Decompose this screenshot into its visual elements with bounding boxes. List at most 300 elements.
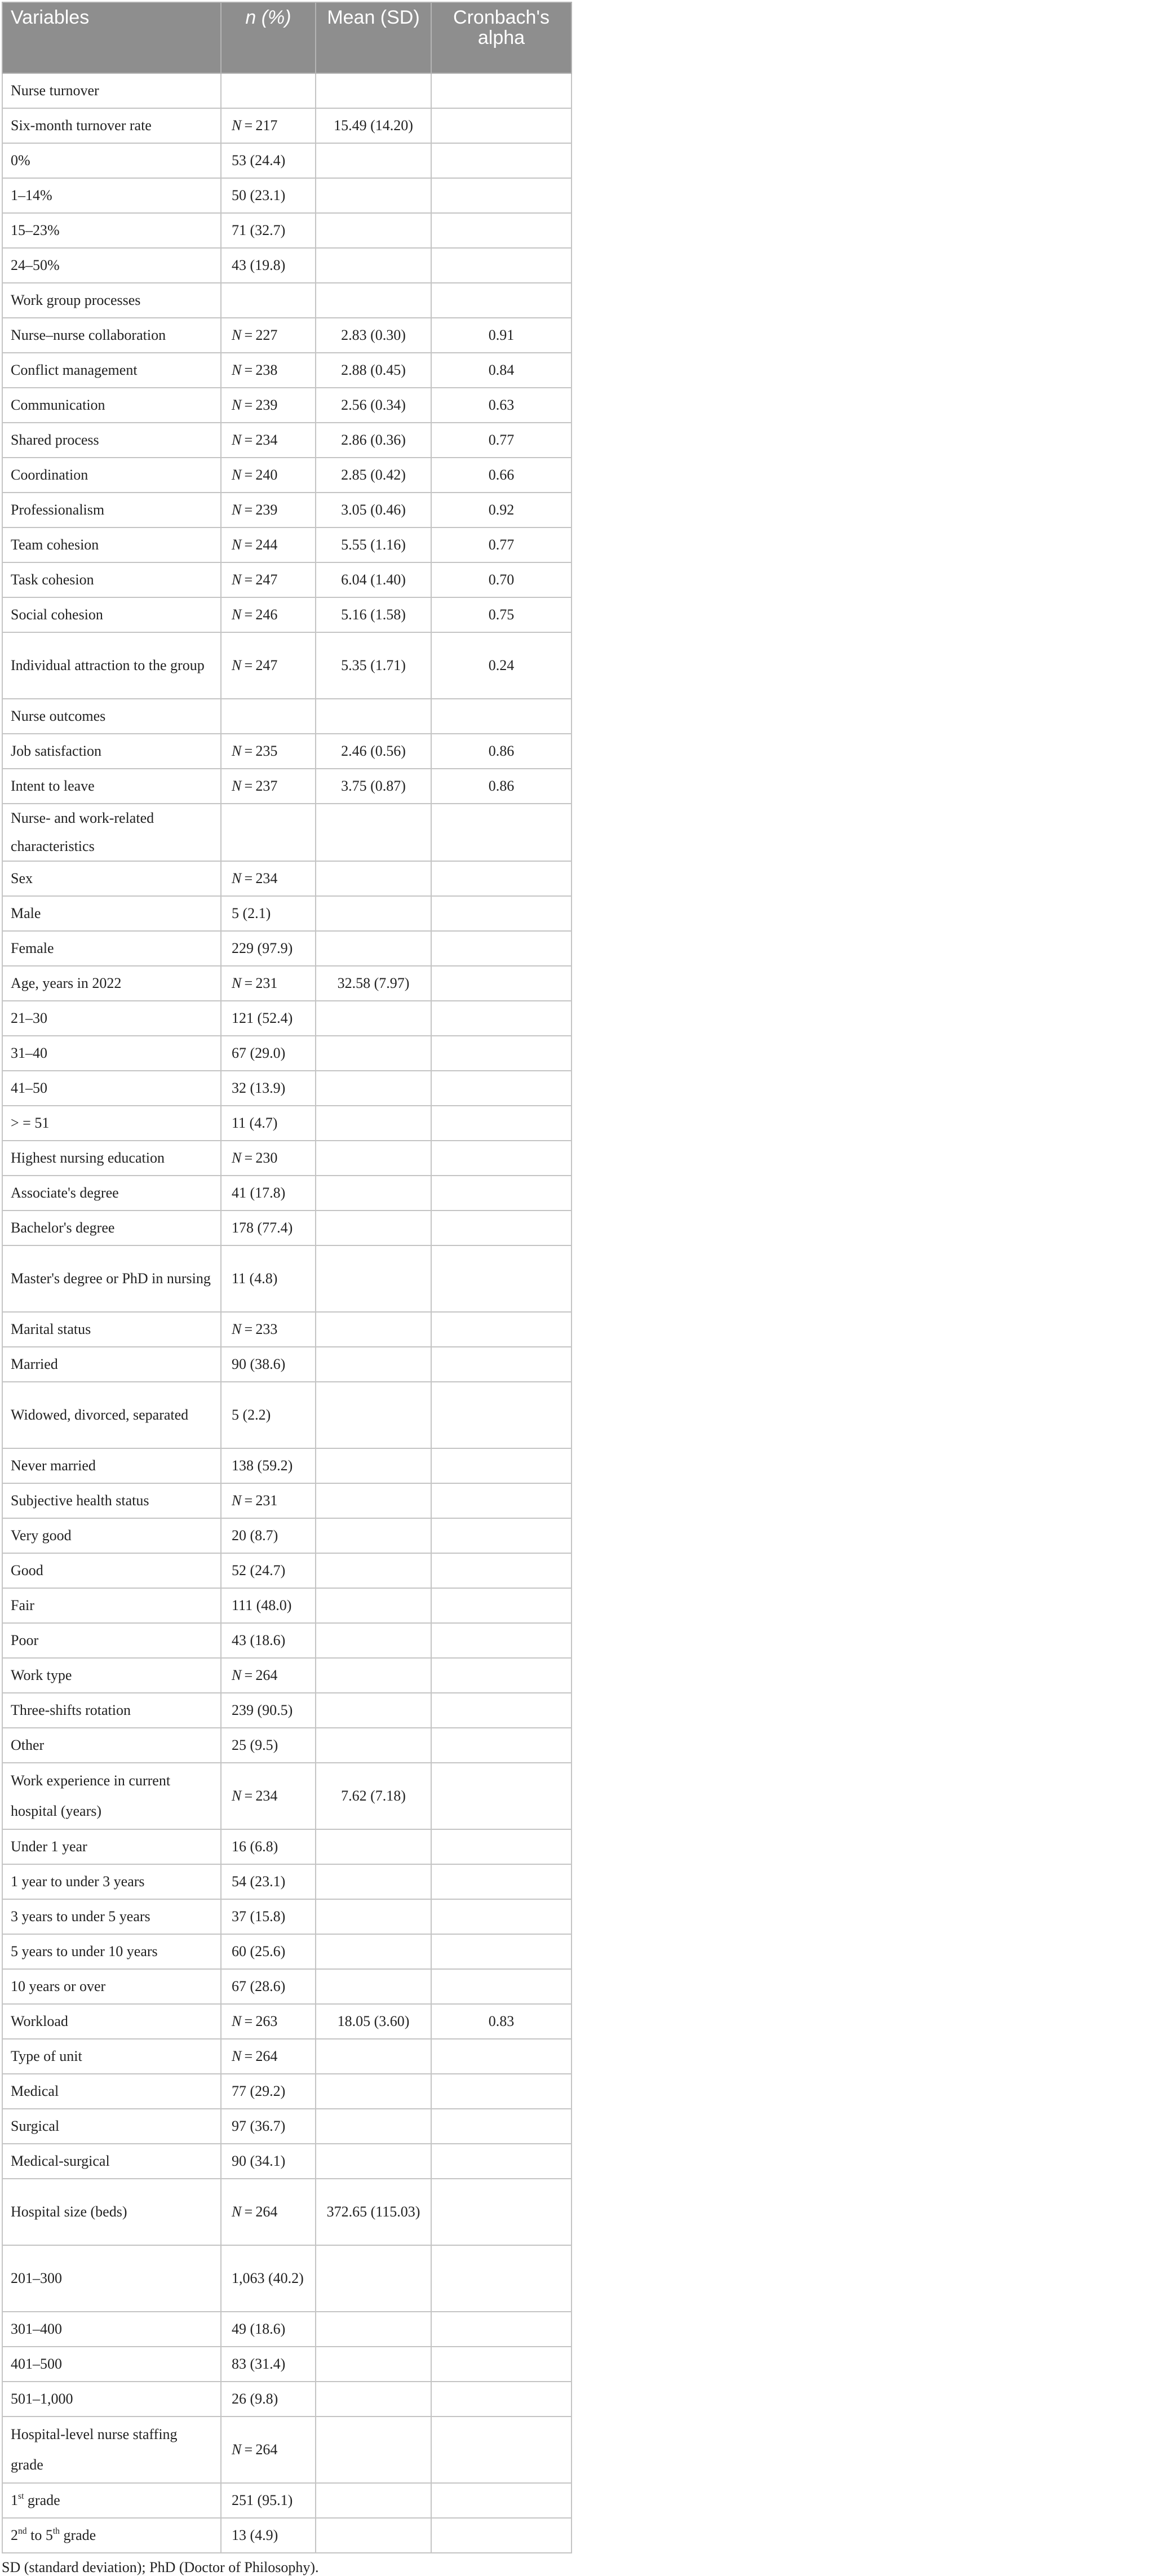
cronbach-alpha-cell: [431, 1899, 572, 1934]
table-row: [2, 861, 572, 896]
n-percent-cell: 60 (25.6): [221, 1934, 316, 1969]
mean-sd-cell: 5.55 (1.16): [316, 527, 431, 562]
cronbach-alpha-cell: 0.63: [431, 388, 572, 423]
n-percent-cell: N = 233: [221, 1312, 316, 1347]
n-percent-cell: N = 264: [221, 1658, 316, 1693]
variable-cell: 3 years to under 5 years: [2, 1899, 221, 1934]
table-row: [2, 1588, 572, 1623]
variable-cell: Individual attraction to the group: [2, 632, 221, 699]
cronbach-alpha-cell: [431, 143, 572, 178]
cronbach-alpha-cell: 0.24: [431, 632, 572, 699]
mean-sd-cell: 15.49 (14.20): [316, 108, 431, 143]
n-percent-cell: [221, 283, 316, 318]
mean-sd-cell: [316, 1899, 431, 1934]
mean-sd-cell: [316, 1553, 431, 1588]
n-percent-cell: 1,063 (40.2): [221, 2245, 316, 2312]
n-percent-cell: 5 (2.1): [221, 896, 316, 931]
mean-sd-cell: [316, 2074, 431, 2109]
cronbach-alpha-cell: [431, 1448, 572, 1483]
table-row: [2, 458, 572, 493]
n-percent-cell: N = 264: [221, 2039, 316, 2074]
table-row: [2, 318, 572, 353]
table-row: [2, 2417, 572, 2483]
n-percent-cell: N = 227: [221, 318, 316, 353]
mean-sd-cell: [316, 1934, 431, 1969]
header-variables: Variables: [2, 2, 221, 73]
cronbach-alpha-cell: [431, 896, 572, 931]
table-row: [2, 562, 572, 597]
variable-cell: Nurse turnover: [2, 73, 221, 108]
variable-cell: Medical: [2, 2074, 221, 2109]
mean-sd-cell: [316, 1245, 431, 1312]
n-percent-cell: 77 (29.2): [221, 2074, 316, 2109]
mean-sd-cell: 372.65 (115.03): [316, 2179, 431, 2245]
table-row: [2, 1001, 572, 1036]
table-footnote: SD (standard deviation); PhD (Doctor of Philosophy).: [2, 2559, 319, 2575]
mean-sd-cell: [316, 1071, 431, 1106]
cronbach-alpha-cell: [431, 861, 572, 896]
cronbach-alpha-cell: [431, 2245, 572, 2312]
n-percent-cell: N = 247: [221, 632, 316, 699]
mean-sd-cell: [316, 1969, 431, 2004]
table-row: [2, 734, 572, 769]
mean-sd-cell: [316, 248, 431, 283]
table-row: [2, 493, 572, 527]
cronbach-alpha-cell: [431, 2179, 572, 2245]
variable-cell: Shared process: [2, 423, 221, 458]
table-container: [2, 2, 572, 2576]
header-n-percent-text: n (%): [245, 7, 291, 28]
variable-cell: 5 years to under 10 years: [2, 1934, 221, 1969]
cronbach-alpha-cell: [431, 1588, 572, 1623]
mean-sd-cell: [316, 896, 431, 931]
cronbach-alpha-cell: [431, 1728, 572, 1763]
n-percent-cell: 16 (6.8): [221, 1829, 316, 1864]
n-percent-cell: N = 234: [221, 861, 316, 896]
cronbach-alpha-cell: [431, 1211, 572, 1245]
mean-sd-cell: 5.16 (1.58): [316, 597, 431, 632]
table-row: [2, 1071, 572, 1106]
cronbach-alpha-cell: 0.77: [431, 423, 572, 458]
cronbach-alpha-cell: [431, 699, 572, 734]
table-row: [2, 1763, 572, 1829]
table-row: [2, 2483, 572, 2518]
n-percent-cell: 229 (97.9): [221, 931, 316, 966]
mean-sd-cell: [316, 1518, 431, 1553]
variable-cell: Professionalism: [2, 493, 221, 527]
n-percent-cell: N = 238: [221, 353, 316, 388]
mean-sd-cell: [316, 283, 431, 318]
table-row: [2, 804, 572, 861]
variable-cell: Medical-surgical: [2, 2144, 221, 2179]
table-row: [2, 2144, 572, 2179]
n-percent-cell: 138 (59.2): [221, 1448, 316, 1483]
mean-sd-cell: [316, 1623, 431, 1658]
variable-cell: > = 51: [2, 1106, 221, 1141]
n-percent-cell: 5 (2.2): [221, 1382, 316, 1448]
n-percent-cell: 41 (17.8): [221, 1176, 316, 1211]
table-row: [2, 1658, 572, 1693]
variable-cell: Type of unit: [2, 2039, 221, 2074]
n-percent-cell: N = 239: [221, 388, 316, 423]
n-percent-cell: N = 217: [221, 108, 316, 143]
variable-cell: Female: [2, 931, 221, 966]
table-row: [2, 896, 572, 931]
variable-cell: Married: [2, 1347, 221, 1382]
mean-sd-cell: [316, 143, 431, 178]
table-row: [2, 1728, 572, 1763]
n-percent-cell: 11 (4.8): [221, 1245, 316, 1312]
cronbach-alpha-cell: [431, 2483, 572, 2518]
cronbach-alpha-cell: 0.86: [431, 734, 572, 769]
variable-cell: 10 years or over: [2, 1969, 221, 2004]
cronbach-alpha-cell: 0.75: [431, 597, 572, 632]
variable-cell: Marital status: [2, 1312, 221, 1347]
variable-cell: Other: [2, 1728, 221, 1763]
variable-cell: Nurse- and work-related characteristics: [2, 804, 221, 861]
table-row: [2, 143, 572, 178]
mean-sd-cell: [316, 1588, 431, 1623]
cronbach-alpha-cell: [431, 1001, 572, 1036]
mean-sd-cell: 5.35 (1.71): [316, 632, 431, 699]
cronbach-alpha-cell: [431, 1934, 572, 1969]
table-row: [2, 283, 572, 318]
variable-cell: Highest nursing education: [2, 1141, 221, 1176]
variable-cell: Work group processes: [2, 283, 221, 318]
mean-sd-cell: [316, 1312, 431, 1347]
cronbach-alpha-cell: [431, 2039, 572, 2074]
mean-sd-cell: 7.62 (7.18): [316, 1763, 431, 1829]
table-row: [2, 2074, 572, 2109]
mean-sd-cell: [316, 2312, 431, 2347]
n-percent-cell: 178 (77.4): [221, 1211, 316, 1245]
mean-sd-cell: [316, 699, 431, 734]
n-percent-cell: 32 (13.9): [221, 1071, 316, 1106]
cronbach-alpha-cell: [431, 1623, 572, 1658]
cronbach-alpha-cell: 0.77: [431, 527, 572, 562]
table-row: [2, 1553, 572, 1588]
table-row: [2, 1829, 572, 1864]
mean-sd-cell: [316, 1382, 431, 1448]
table-row: [2, 73, 572, 108]
mean-sd-cell: [316, 1693, 431, 1728]
table-row: [2, 1864, 572, 1899]
table-row: [2, 2312, 572, 2347]
cronbach-alpha-cell: [431, 1382, 572, 1448]
variable-cell: Good: [2, 1553, 221, 1588]
table-row: [2, 213, 572, 248]
mean-sd-cell: 2.86 (0.36): [316, 423, 431, 458]
cronbach-alpha-cell: [431, 804, 572, 861]
n-percent-cell: N = 234: [221, 1763, 316, 1829]
n-percent-cell: 50 (23.1): [221, 178, 316, 213]
mean-sd-cell: [316, 73, 431, 108]
mean-sd-cell: [316, 2109, 431, 2144]
cronbach-alpha-cell: [431, 1176, 572, 1211]
table-row: [2, 2039, 572, 2074]
n-percent-cell: 26 (9.8): [221, 2382, 316, 2417]
variable-cell: Six-month turnover rate: [2, 108, 221, 143]
table-row: [2, 1934, 572, 1969]
mean-sd-cell: [316, 213, 431, 248]
cronbach-alpha-cell: [431, 178, 572, 213]
n-percent-cell: N = 247: [221, 562, 316, 597]
n-percent-cell: 43 (19.8): [221, 248, 316, 283]
mean-sd-cell: [316, 1483, 431, 1518]
table-row: [2, 1176, 572, 1211]
mean-sd-cell: 2.56 (0.34): [316, 388, 431, 423]
variable-cell: Fair: [2, 1588, 221, 1623]
cronbach-alpha-cell: [431, 1245, 572, 1312]
n-percent-cell: 37 (15.8): [221, 1899, 316, 1934]
cronbach-alpha-cell: 0.66: [431, 458, 572, 493]
mean-sd-cell: 2.88 (0.45): [316, 353, 431, 388]
table-row: [2, 2109, 572, 2144]
variable-cell: Work experience in current hospital (years): [2, 1763, 221, 1829]
n-percent-cell: N = 237: [221, 769, 316, 804]
variable-cell: Job satisfaction: [2, 734, 221, 769]
mean-sd-cell: [316, 861, 431, 896]
cronbach-alpha-cell: 0.92: [431, 493, 572, 527]
variable-cell: Very good: [2, 1518, 221, 1553]
table-row: [2, 248, 572, 283]
variable-cell: Work type: [2, 1658, 221, 1693]
table-row: [2, 966, 572, 1001]
mean-sd-cell: 2.85 (0.42): [316, 458, 431, 493]
table-row: [2, 1483, 572, 1518]
variable-cell: Associate's degree: [2, 1176, 221, 1211]
variable-cell: Hospital size (beds): [2, 2179, 221, 2245]
mean-sd-cell: 2.83 (0.30): [316, 318, 431, 353]
variable-cell: Coordination: [2, 458, 221, 493]
table-row: [2, 353, 572, 388]
cronbach-alpha-cell: 0.83: [431, 2004, 572, 2039]
variable-cell: Communication: [2, 388, 221, 423]
variable-cell: Under 1 year: [2, 1829, 221, 1864]
table-row: [2, 1623, 572, 1658]
mean-sd-cell: 3.75 (0.87): [316, 769, 431, 804]
variable-cell: 21–30: [2, 1001, 221, 1036]
variable-cell: 41–50: [2, 1071, 221, 1106]
cronbach-alpha-cell: 0.86: [431, 769, 572, 804]
variable-cell: 1–14%: [2, 178, 221, 213]
variable-cell: 401–500: [2, 2347, 221, 2382]
table-row: [2, 1245, 572, 1312]
mean-sd-cell: 32.58 (7.97): [316, 966, 431, 1001]
mean-sd-cell: [316, 2518, 431, 2553]
n-percent-cell: N = 235: [221, 734, 316, 769]
n-percent-cell: 52 (24.7): [221, 1553, 316, 1588]
cronbach-alpha-cell: [431, 1106, 572, 1141]
table-row: [2, 769, 572, 804]
n-percent-cell: [221, 804, 316, 861]
table-body: [2, 73, 572, 2553]
cronbach-alpha-cell: 0.84: [431, 353, 572, 388]
cronbach-alpha-cell: [431, 1141, 572, 1176]
cronbach-alpha-cell: [431, 1829, 572, 1864]
n-percent-cell: N = 244: [221, 527, 316, 562]
cronbach-alpha-cell: [431, 2312, 572, 2347]
n-percent-cell: 111 (48.0): [221, 1588, 316, 1623]
variable-cell: Sex: [2, 861, 221, 896]
cronbach-alpha-cell: [431, 1693, 572, 1728]
header-cronbach-alpha: Cronbach's alpha: [431, 2, 572, 73]
mean-sd-cell: 18.05 (3.60): [316, 2004, 431, 2039]
table-row: [2, 2382, 572, 2417]
table-row: [2, 1518, 572, 1553]
n-percent-cell: 49 (18.6): [221, 2312, 316, 2347]
variable-cell: Master's degree or PhD in nursing: [2, 1245, 221, 1312]
n-percent-cell: 97 (36.7): [221, 2109, 316, 2144]
n-percent-cell: N = 263: [221, 2004, 316, 2039]
mean-sd-cell: 6.04 (1.40): [316, 562, 431, 597]
variable-cell: 301–400: [2, 2312, 221, 2347]
n-percent-cell: 20 (8.7): [221, 1518, 316, 1553]
cronbach-alpha-cell: [431, 966, 572, 1001]
mean-sd-cell: [316, 2245, 431, 2312]
cronbach-alpha-cell: [431, 1036, 572, 1071]
variable-cell: Nurse outcomes: [2, 699, 221, 734]
table-row: [2, 1693, 572, 1728]
table-row: [2, 1347, 572, 1382]
table-row: [2, 1448, 572, 1483]
mean-sd-cell: [316, 1176, 431, 1211]
mean-sd-cell: [316, 2144, 431, 2179]
variable-cell: 24–50%: [2, 248, 221, 283]
mean-sd-cell: [316, 1106, 431, 1141]
n-percent-cell: 43 (18.6): [221, 1623, 316, 1658]
cronbach-alpha-cell: [431, 1864, 572, 1899]
variable-cell: Social cohesion: [2, 597, 221, 632]
variable-cell: Workload: [2, 2004, 221, 2039]
variable-cell: Nurse–nurse collaboration: [2, 318, 221, 353]
mean-sd-cell: [316, 178, 431, 213]
variable-cell: 0%: [2, 143, 221, 178]
table-row: [2, 1106, 572, 1141]
cronbach-alpha-cell: [431, 2109, 572, 2144]
table-row: [2, 699, 572, 734]
n-percent-cell: 251 (95.1): [221, 2483, 316, 2518]
n-percent-cell: 71 (32.7): [221, 213, 316, 248]
mean-sd-cell: [316, 804, 431, 861]
cronbach-alpha-cell: [431, 2144, 572, 2179]
cronbach-alpha-cell: [431, 2518, 572, 2553]
variable-cell: Conflict management: [2, 353, 221, 388]
n-percent-cell: 53 (24.4): [221, 143, 316, 178]
variable-cell: Bachelor's degree: [2, 1211, 221, 1245]
table-row: [2, 527, 572, 562]
n-percent-cell: 239 (90.5): [221, 1693, 316, 1728]
table-row: [2, 423, 572, 458]
table-row: [2, 1036, 572, 1071]
variable-cell: Task cohesion: [2, 562, 221, 597]
table-row: [2, 1312, 572, 1347]
variable-cell: 1 year to under 3 years: [2, 1864, 221, 1899]
n-percent-cell: 90 (38.6): [221, 1347, 316, 1382]
table-row: [2, 108, 572, 143]
variable-cell: Subjective health status: [2, 1483, 221, 1518]
n-percent-cell: N = 264: [221, 2417, 316, 2483]
cronbach-alpha-cell: [431, 1553, 572, 1588]
variable-cell: Poor: [2, 1623, 221, 1658]
variable-cell: Widowed, divorced, separated: [2, 1382, 221, 1448]
mean-sd-cell: [316, 1448, 431, 1483]
n-percent-cell: 83 (31.4): [221, 2347, 316, 2382]
table-row: [2, 1382, 572, 1448]
n-percent-cell: 121 (52.4): [221, 1001, 316, 1036]
n-percent-cell: N = 264: [221, 2179, 316, 2245]
mean-sd-cell: 3.05 (0.46): [316, 493, 431, 527]
variable-cell: Age, years in 2022: [2, 966, 221, 1001]
cronbach-alpha-cell: [431, 1763, 572, 1829]
table-row: [2, 2347, 572, 2382]
n-percent-cell: N = 246: [221, 597, 316, 632]
cronbach-alpha-cell: [431, 931, 572, 966]
descriptive-statistics-table: [2, 2, 572, 2553]
variable-cell: 1st grade: [2, 2483, 221, 2518]
n-percent-cell: N = 231: [221, 1483, 316, 1518]
mean-sd-cell: [316, 1829, 431, 1864]
n-percent-cell: 25 (9.5): [221, 1728, 316, 1763]
mean-sd-cell: [316, 1658, 431, 1693]
mean-sd-cell: [316, 1864, 431, 1899]
cronbach-alpha-cell: [431, 1658, 572, 1693]
table-row: [2, 2518, 572, 2553]
mean-sd-cell: [316, 1211, 431, 1245]
table-row: [2, 2179, 572, 2245]
variable-cell: Team cohesion: [2, 527, 221, 562]
cronbach-alpha-cell: [431, 73, 572, 108]
variable-cell: 2nd to 5th grade: [2, 2518, 221, 2553]
n-percent-cell: 11 (4.7): [221, 1106, 316, 1141]
cronbach-alpha-cell: [431, 1071, 572, 1106]
cronbach-alpha-cell: [431, 2074, 572, 2109]
n-percent-cell: 67 (28.6): [221, 1969, 316, 2004]
mean-sd-cell: [316, 1347, 431, 1382]
mean-sd-cell: [316, 2483, 431, 2518]
cronbach-alpha-cell: 0.91: [431, 318, 572, 353]
mean-sd-cell: [316, 1001, 431, 1036]
cronbach-alpha-cell: [431, 213, 572, 248]
table-row: [2, 1899, 572, 1934]
mean-sd-cell: [316, 2347, 431, 2382]
mean-sd-cell: [316, 1141, 431, 1176]
n-percent-cell: N = 231: [221, 966, 316, 1001]
cronbach-alpha-cell: 0.70: [431, 562, 572, 597]
n-percent-cell: N = 240: [221, 458, 316, 493]
mean-sd-cell: [316, 1036, 431, 1071]
cronbach-alpha-cell: [431, 1969, 572, 2004]
n-percent-cell: 54 (23.1): [221, 1864, 316, 1899]
n-percent-cell: N = 230: [221, 1141, 316, 1176]
table-row: [2, 597, 572, 632]
variable-cell: Male: [2, 896, 221, 931]
variable-cell: 201–300: [2, 2245, 221, 2312]
cronbach-alpha-cell: [431, 1518, 572, 1553]
variable-cell: Surgical: [2, 2109, 221, 2144]
n-percent-cell: N = 234: [221, 423, 316, 458]
mean-sd-cell: [316, 2039, 431, 2074]
n-percent-cell: [221, 699, 316, 734]
variable-cell: Three-shifts rotation: [2, 1693, 221, 1728]
cronbach-alpha-cell: [431, 1483, 572, 1518]
table-row: [2, 632, 572, 699]
table-row: [2, 2004, 572, 2039]
variable-cell: Never married: [2, 1448, 221, 1483]
cronbach-alpha-cell: [431, 2382, 572, 2417]
variable-cell: Hospital-level nurse staffing grade: [2, 2417, 221, 2483]
n-percent-cell: N = 239: [221, 493, 316, 527]
